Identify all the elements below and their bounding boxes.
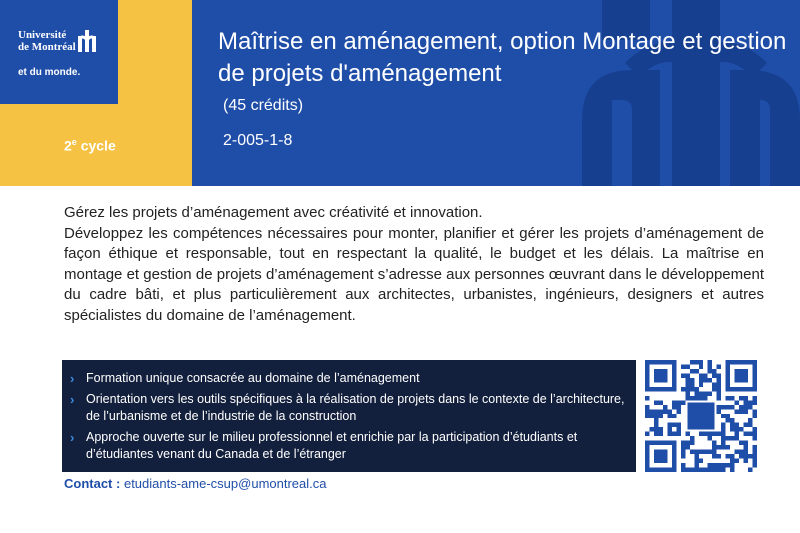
program-title: Maîtrise en aménagement, option Montage et gestion de projets d'aménagement <box>218 28 787 87</box>
logo-tagline: et du monde. <box>18 67 81 78</box>
chevron-right-icon: › <box>70 430 75 445</box>
contact-line <box>64 476 326 491</box>
chevron-right-icon: › <box>70 371 75 386</box>
program-code: 2-005-1-8 <box>223 132 293 149</box>
brand-blue-block <box>0 0 118 104</box>
highlights-box <box>62 360 636 472</box>
cycle-number: 2 <box>64 137 72 154</box>
highlight-text: Orientation vers les outils spécifiques à la réalisation de projets dans le contexte de l’architecture, de l’urbanisme et de l’industrie de la construction <box>86 392 625 423</box>
qr-code-icon[interactable] <box>645 360 757 472</box>
highlight-item <box>70 391 628 425</box>
program-credits: (45 crédits) <box>223 97 304 114</box>
udem-logo <box>18 29 102 53</box>
chevron-right-icon: › <box>70 392 75 407</box>
highlight-text: Approche ouverte sur le milieu professionnel et enrichie par la participation d’étudiants et d’étudiantes venant du Canada et de l’étranger <box>86 430 578 461</box>
title-panel <box>192 0 800 186</box>
logo-line-2: de Montréal <box>18 41 76 53</box>
highlight-item <box>70 370 628 387</box>
highlight-item <box>70 429 628 463</box>
contact-email-link[interactable]: etudiants-ame-csup@umontreal.ca <box>123 476 327 491</box>
cycle-label <box>64 137 116 154</box>
program-description <box>64 203 764 326</box>
highlight-text: Formation unique consacrée au domaine de l’aménagement <box>86 371 420 385</box>
contact-label: Contact : <box>64 476 121 491</box>
description-body: Développez les compétences nécessaires pour monter, planifier et gérer les projets d’aménagement de façon éthique et responsable, tout en respectant la qualité, le budget et les délais. La maîtrise en montage et gestion de projets d’aménagement s’adresse aux personnes œuvrant dans le développement du cadre bâti, et plus particulièrement aux architectes, urbanistes, ingénieurs, designers et autres spécialistes du domaine de l’aménagement. <box>64 224 764 324</box>
header-banner <box>0 0 800 186</box>
cycle-text: cycle <box>76 137 116 154</box>
description-lead: Gérez les projets d’aménagement avec créativité et innovation. <box>64 204 483 221</box>
cycle-suffix: e <box>71 137 77 147</box>
logo-mark-icon <box>78 30 96 52</box>
logo-line-1: Université <box>18 29 67 41</box>
